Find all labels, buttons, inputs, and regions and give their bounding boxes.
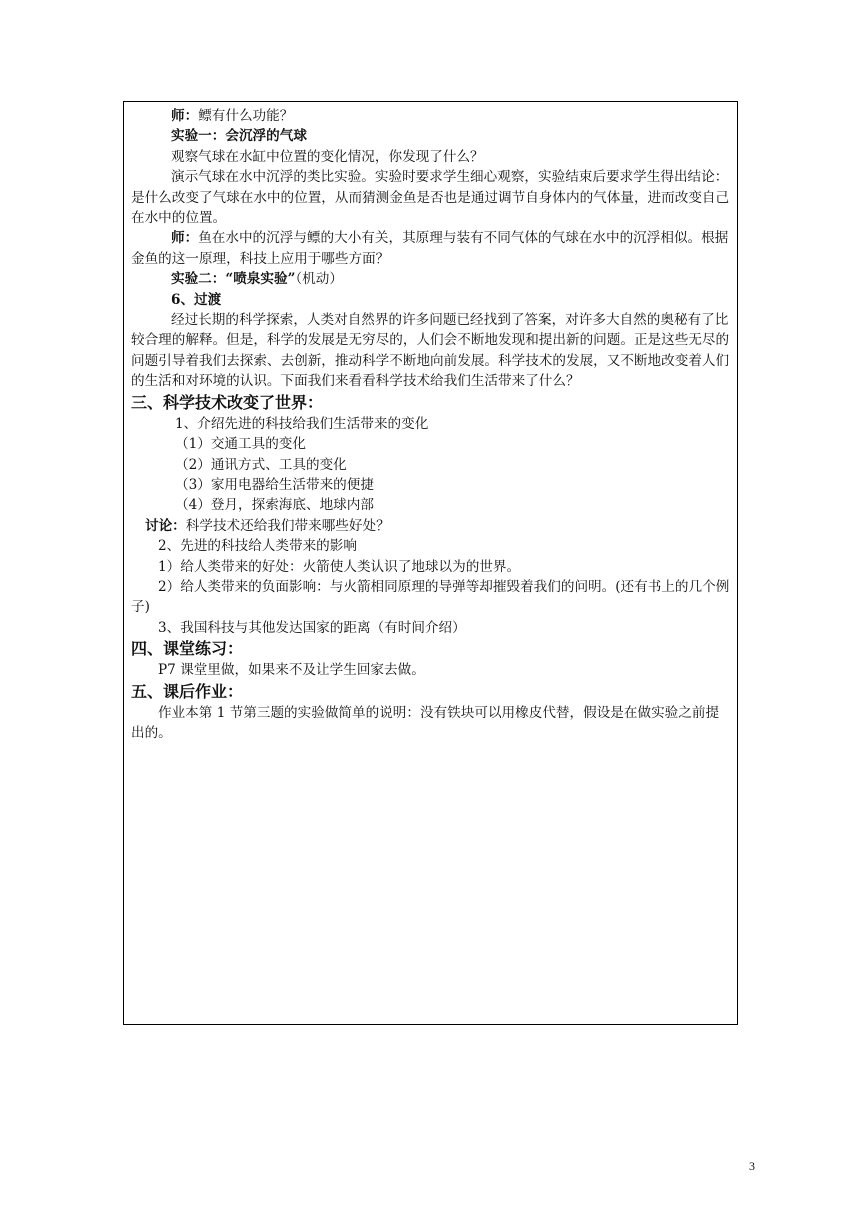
teacher-explanation — [131, 228, 731, 269]
teacher-explanation-text: 鱼在水中的沉浮与鳔的大小有关，其原理与装有不同气体的气球在水中的沉浮相似。根据金鱼的这一原理，科技上应用于哪些方面？ — [131, 230, 729, 267]
section-3-heading: 三、科学技术改变了世界： — [131, 392, 324, 412]
observe-paragraph — [131, 147, 731, 167]
experiment-2-title — [131, 269, 731, 289]
lesson-content — [131, 106, 731, 743]
observe-text: 观察气球在水缸中位置的变化情况，你发现了什么？ — [171, 148, 484, 165]
section-3-sub-2: （2）通讯方式、工具的变化 — [175, 456, 347, 473]
demo-text: 演示气球在水中沉浮的类比实验。实验时要求学生细心观察，实验结束后要求学生得出结论：是什么改变了气球在水中的位置，从而猜测金鱼是否也是通过调节自身体内的气体量，进而改变自己在水中的位置。 — [131, 169, 730, 227]
transition-text: 经过长期的科学探索，人类对自然界的许多问题已经找到了答案，对许多大自然的奥秘有了比较合理的解释。但是，科学的发展是无穷尽的，人们会不断地发现和提出新的问题。正是这些无尽的问题引导着我们去探索、去创新，推动科学不断地向前发展。科学技术的发展，又不断地改变着人们的生活和对环境的认识。下面我们来看看科学技术给我们生活带来了什么？ — [131, 312, 730, 390]
section-3-sub-4: （4）登月，探索海底、地球内部 — [175, 497, 374, 514]
experiment-1-label: 实验一：会沉浮的气球 — [171, 128, 307, 145]
section-3-sub-1: （1）交通工具的变化 — [175, 436, 306, 453]
section-3-item-3: 3、我国科技与其他发达国家的距离（有时间介绍） — [158, 619, 466, 636]
experiment-2-note: （机动） — [295, 271, 343, 288]
section-3-item-1: 1、介绍先进的科技给我们生活带来的变化 — [175, 415, 429, 432]
section-3-sub-3: （3）家用电器给生活带来的便捷 — [175, 476, 374, 493]
transition-title — [131, 290, 731, 310]
transition-label: 6、过渡 — [171, 291, 222, 308]
experiment-1-title — [131, 126, 731, 146]
section-5-text: 作业本第 1 节第三题的实验做简单的说明：没有铁块可以用橡皮代替，假设是在做实验之前提出的。 — [131, 704, 720, 741]
teacher-label: 师： — [171, 230, 199, 247]
section-3-point-2: 2）给人类带来的负面影响：与火箭相同原理的导弹等却摧毁着我们的问明。(还有书上的几个例子) — [131, 578, 730, 616]
lesson-table-cell — [123, 101, 738, 1025]
teacher-question-text: 鳔有什么功能？ — [198, 108, 294, 124]
page-number: 3 — [749, 1159, 755, 1173]
section-3-point-1: 1）给人类带来的好处：火箭使人类认识了地球以为的世界。 — [158, 558, 521, 575]
demo-paragraph — [131, 167, 731, 228]
experiment-2-label: 实验二：“喷泉实验” — [171, 271, 296, 288]
discussion-label: 讨论： — [145, 517, 186, 534]
section-5-heading: 五、课后作业： — [131, 681, 244, 701]
transition-paragraph — [131, 310, 731, 392]
discussion-text: 科学技术还给我们带来哪些好处？ — [185, 517, 390, 534]
teacher-question — [131, 106, 731, 126]
discussion — [131, 516, 731, 536]
section-4-heading: 四、课堂练习： — [131, 639, 244, 659]
section-4-text: P7 课堂里做，如果来不及让学生回家去做。 — [158, 662, 425, 679]
section-3-item-2: 2、先进的科技给人类带来的影响 — [158, 538, 357, 555]
teacher-label: 师： — [171, 108, 199, 124]
